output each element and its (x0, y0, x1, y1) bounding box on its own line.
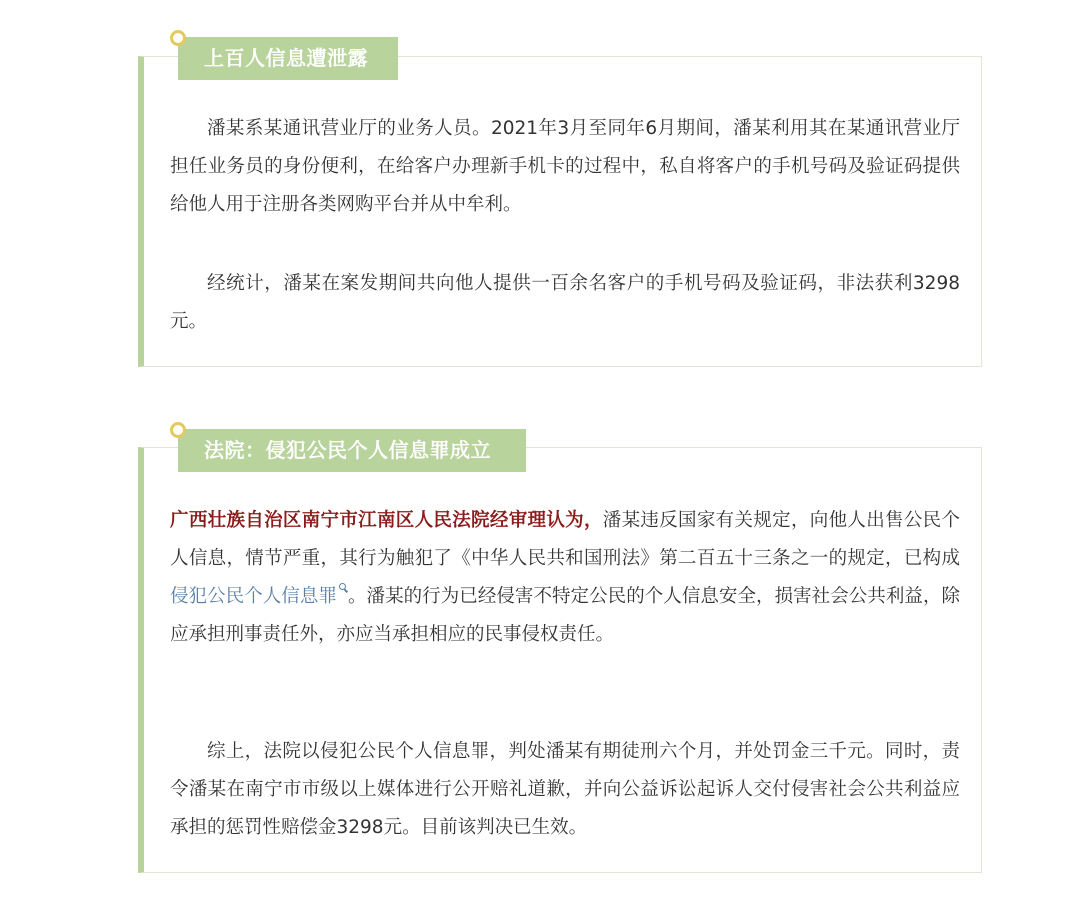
case-paragraph-1: 潘某系某通讯营业厅的业务人员。2021年3月至同年6月期间，潘某利用其在某通讯营业厅担任业务员的身份便利，在给客户办理新手机卡的过程中，私自将客户的手机号码及验证码提供给他人用于注册各类网购平台并从中牟利。 (170, 118, 960, 215)
ring-icon (170, 30, 186, 46)
verdict-text-part2: 。潘某的行为已经侵害不特定公民的个人信息安全，损害社会公共利益，除应承担刑事责任外，亦应当承担相应的民事侵权责任。 (170, 586, 960, 645)
search-icon (339, 583, 348, 595)
section-tag-1: 上百人信息遭泄露 (178, 37, 398, 80)
crime-link-label: 侵犯公民个人信息罪 (170, 586, 337, 607)
section-tag-2: 法院：侵犯公民个人信息罪成立 (178, 429, 526, 472)
court-name-lead: 广西壮族自治区南宁市江南区人民法院经审理认为， (170, 510, 603, 531)
verdict-paragraph-2: 综上，法院以侵犯公民个人信息罪，判处潘某有期徒刑六个月，并处罚金三千元。同时，责令潘某在南宁市市级以上媒体进行公开赔礼道歉，并向公益诉讼起诉人交付侵害社会公共利益应承担的惩罚性赔偿金3298元。目前该判决已生效。 (170, 741, 960, 838)
verdict-paragraph-1 (170, 502, 960, 654)
crime-link[interactable] (170, 586, 348, 607)
verdict-text-part1: 潘某违反国家有关规定，向他人出售公民个人信息，情节严重，其行为触犯了《中华人民共和国刑法》第二百五十三条之一的规定，已构成 (170, 510, 960, 569)
ring-icon (170, 422, 186, 438)
case-paragraph-2: 经统计，潘某在案发期间共向他人提供一百余名客户的手机号码及验证码，非法获利3298元。 (170, 273, 960, 332)
